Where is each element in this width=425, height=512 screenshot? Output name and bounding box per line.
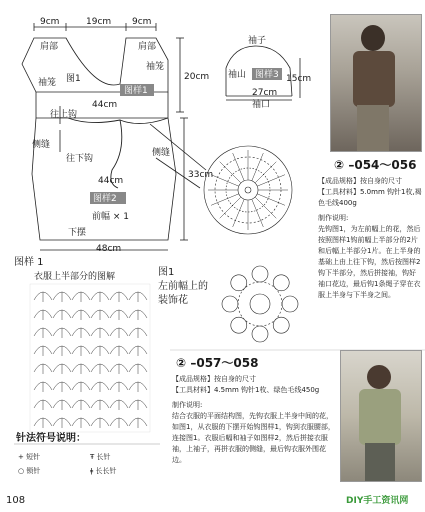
section1-code: ② –054～056 bbox=[334, 158, 417, 172]
pattern2-box-label: 图样2 bbox=[93, 194, 117, 204]
label-hook-up: 往上钩 bbox=[50, 110, 78, 120]
label-side-seam-right: 侧缝 bbox=[152, 148, 171, 158]
s2-method: 结合衣服的平面结构图，先钩衣服上半身中间的花，如图1，从衣服的下摆开始钩图样1，钩到衣服腰部，连接图1。衣服后幅和袖子如图样2，然后拼接衣服袖，上袖子，再拼衣服的侧缝，最后钩衣服外围花边。 bbox=[172, 412, 335, 464]
page-number: 108 bbox=[6, 495, 26, 506]
pattern1-title: 图样 1 bbox=[14, 257, 44, 268]
section1-text bbox=[318, 176, 422, 301]
s1-tools-label: 【工具材料】 bbox=[318, 188, 360, 196]
label-shoulder-left: 肩部 bbox=[40, 42, 59, 52]
s2-tools-label: 【工具材料】 bbox=[172, 386, 214, 394]
label-hem: 下摆 bbox=[68, 228, 87, 238]
dim-48cm: 48cm bbox=[96, 244, 122, 254]
label-front-panel: 前幅 × 1 bbox=[92, 212, 129, 222]
dim-44cm-top: 44cm bbox=[92, 100, 118, 110]
section2-code: ② –057～058 bbox=[176, 356, 259, 370]
s1-method: 先钩图1，为左前幅上的花，然后按照图样1钩前幅上半部分的2片和后幅上半部分1片。在上半身的基础上由上往下钩，然后按图样2钩下半部分，然后拼接袖，钩好袖口花边，最后钩1条绳子穿在衣服上半身与下半身之间。 bbox=[318, 225, 421, 299]
model-photo-2 bbox=[340, 350, 422, 482]
watermark: DIY手工资讯网 bbox=[346, 496, 409, 506]
legend-item-4 bbox=[90, 466, 116, 476]
pattern1-box-label: 图样1 bbox=[124, 86, 148, 96]
dim-33cm: 33cm bbox=[188, 170, 214, 180]
legend-label-1: 短针 bbox=[26, 453, 41, 461]
legend-label-4: 长长针 bbox=[95, 467, 117, 475]
dim-9cm-right: 9cm bbox=[132, 17, 152, 27]
s2-tools: 4.5mm 钩针1枚、绿色毛线450g bbox=[214, 386, 320, 394]
sleeve-title: 袖子 bbox=[248, 36, 267, 46]
model-photo-1 bbox=[330, 14, 422, 152]
s2-method-title: 制作说明: bbox=[172, 401, 203, 409]
double-t-icon: ǂ bbox=[90, 467, 96, 475]
fig1-caption-3: 装饰花 bbox=[158, 295, 188, 306]
label-armhole-left: 袖笼 bbox=[38, 78, 57, 88]
dim-19cm: 19cm bbox=[86, 17, 112, 27]
label-shoulder-right: 肩部 bbox=[138, 42, 157, 52]
sleeve-cuff-label: 袖口 bbox=[252, 100, 271, 110]
legend-item-2 bbox=[90, 452, 111, 462]
s1-tools: 5.0mm 钩针1枚,褐色毛线400g bbox=[318, 188, 422, 207]
pattern3-box-label: 图样3 bbox=[255, 70, 279, 80]
section2-text bbox=[172, 374, 338, 466]
sleeve-cap-label: 袖山 bbox=[228, 70, 247, 80]
fig1-caption-2: 左前幅上的 bbox=[158, 281, 208, 292]
legend-label-3: 锁针 bbox=[26, 467, 41, 475]
label-figure1: 图1 bbox=[66, 74, 81, 84]
dim-44cm-bottom: 44cm bbox=[98, 176, 124, 186]
label-armhole-right: 袖笼 bbox=[146, 62, 165, 72]
t-icon: Ŧ bbox=[90, 453, 97, 461]
dim-15cm: 15cm bbox=[286, 74, 312, 84]
dim-27cm: 27cm bbox=[252, 88, 278, 98]
legend-label-2: 长针 bbox=[96, 453, 111, 461]
s1-method-title: 制作说明: bbox=[318, 214, 349, 222]
label-side-seam-left: 侧缝 bbox=[32, 140, 51, 150]
pattern1-subtitle: 衣服上半部分的图解 bbox=[34, 272, 116, 282]
s1-spec-label: 【成品规格】 bbox=[318, 177, 360, 185]
oval-icon: ○ bbox=[18, 467, 27, 475]
dim-20cm: 20cm bbox=[184, 72, 210, 82]
legend-item-3 bbox=[18, 466, 40, 476]
fig1-caption-1: 图1 bbox=[158, 267, 175, 278]
dim-9cm-left: 9cm bbox=[40, 17, 60, 27]
s1-spec: 按自身的尺寸 bbox=[360, 177, 402, 185]
s2-spec-label: 【成品规格】 bbox=[172, 375, 214, 383]
legend-title: 针法符号说明： bbox=[16, 433, 86, 444]
s2-spec: 按自身的尺寸 bbox=[214, 375, 256, 383]
label-hook-down: 往下钩 bbox=[66, 154, 94, 164]
legend-item-1 bbox=[18, 452, 40, 462]
plus-icon: + bbox=[18, 453, 27, 461]
